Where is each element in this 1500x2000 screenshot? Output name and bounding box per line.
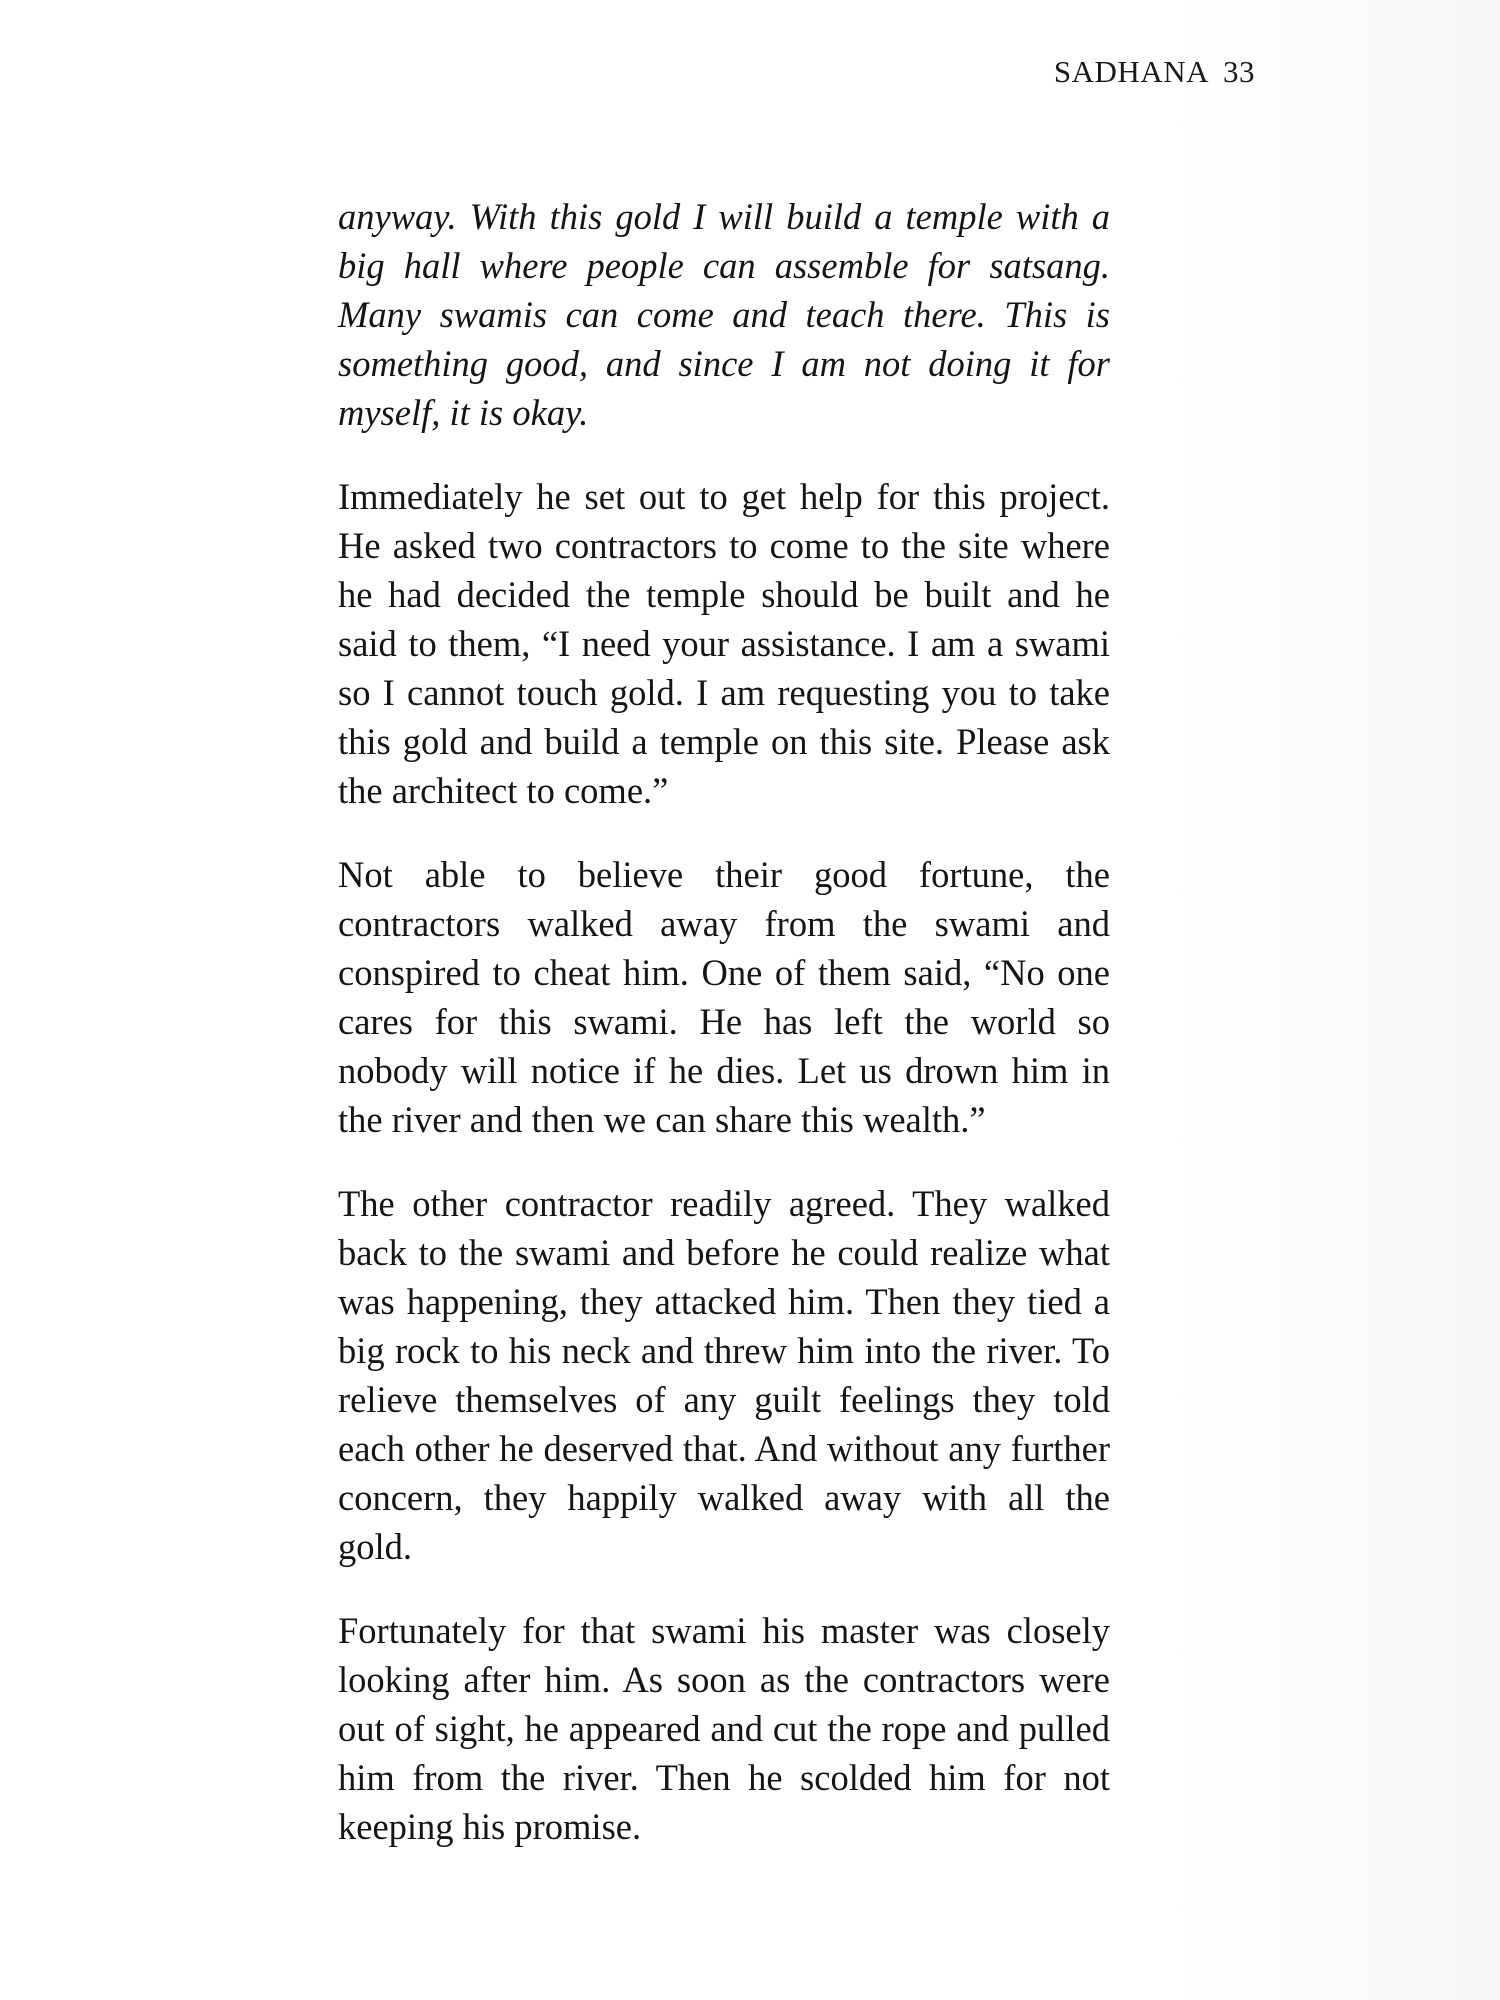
- page-number: 33: [1223, 54, 1255, 89]
- body-text: [338, 192, 1110, 1851]
- chapter-title: SADHANA: [1053, 54, 1209, 89]
- paragraph: Not able to believe their good fortune, the contractors walked away from the swami and conspired to cheat him. One of them said, “No one cares for this swami. He has left the world so nobody will notice if he dies. Let us drown him in the river and then we can share this wealth.”: [338, 854, 1110, 1140]
- paragraph: Fortunately for that swami his master was closely looking after him. As soon as the contractors were out of sight, he appeared and cut the rope and pulled him from the river. Then he scolded him for not keeping his promise.: [338, 1610, 1110, 1847]
- paragraph: Immediately he set out to get help for this project. He asked two contractors to come to the site where he had decided the temple should be built and he said to them, “I need your assistance. I am a swami so I cannot touch gold. I am requesting you to take this gold and build a temple on this site. Please ask the architect to come.”: [338, 476, 1110, 811]
- running-header: [1054, 54, 1255, 90]
- paragraph: anyway. With this gold I will build a temple with a big hall where people can assemble for satsang. Many swamis can come and teach there. This is something good, and since I am not doing it for myself, it is okay.: [338, 196, 1110, 433]
- paragraph: The other contractor readily agreed. They walked back to the swami and before he could realize what was happening, they attacked him. Then they tied a big rock to his neck and threw him into the river. To relieve themselves of any guilt feelings they told each other he deserved that. And without any further concern, they happily walked away with all the gold.: [338, 1183, 1110, 1567]
